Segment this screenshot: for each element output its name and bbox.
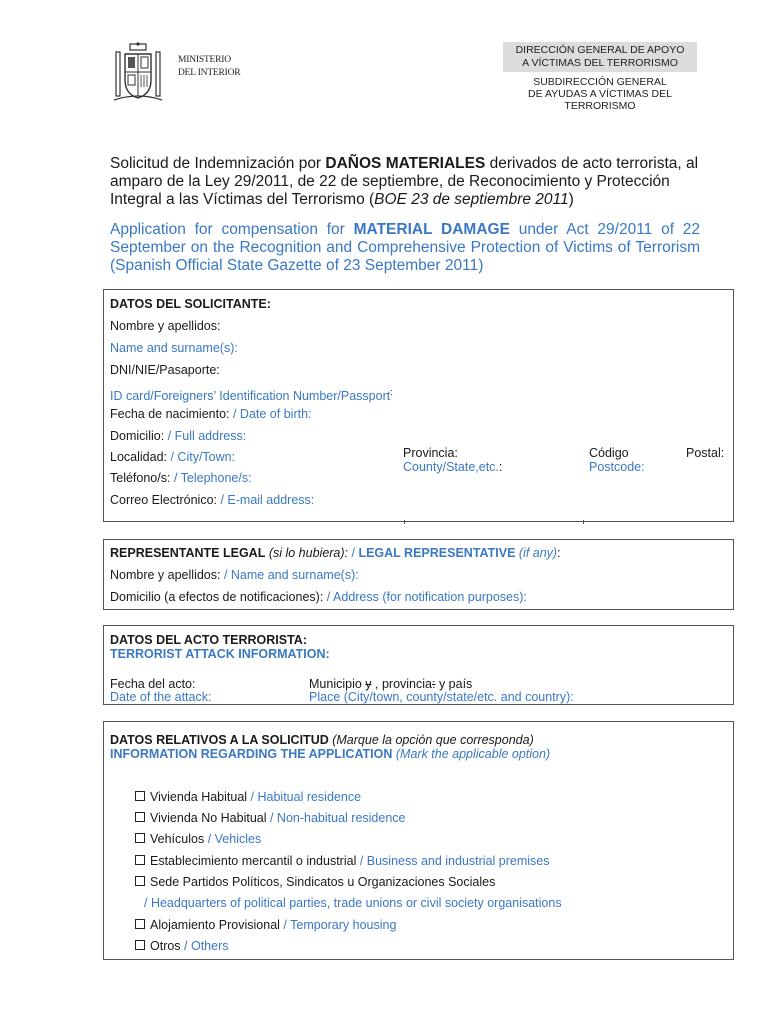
name-label: Nombre y apellidos: (110, 319, 221, 333)
option-temporary-housing[interactable]: Alojamiento Provisional / Temporary housing (135, 918, 396, 933)
option-political-headquarters-en: / Headquarters of political parties, trade unions or civil society organisations (144, 896, 562, 910)
option-vehicles[interactable]: Vehículos / Vehicles (135, 832, 261, 847)
attack-date-label-en: Date of the attack: (110, 690, 212, 704)
option-political-headquarters[interactable]: Sede Partidos Políticos, Sindicatos u Organizaciones Sociales (135, 875, 495, 890)
checkbox[interactable] (135, 919, 145, 929)
phone-label: Teléfono/s: / Telephone/s: (110, 471, 252, 485)
checkbox[interactable] (135, 812, 145, 822)
application-heading-en: INFORMATION REGARDING THE APPLICATION (Mark the applicable option) (110, 747, 551, 761)
attack-place-label: Municipio y , provincia: y país (309, 677, 473, 691)
title-spanish: Solicitud de Indemnización por DAÑOS MATERIALES derivados de acto terrorista, al amparo de la Ley 29/2011, de 22 de septiembre, de Reconocimiento y Protección Integral a las Víctimas del Terrorismo (BOE 23 de septiembre 2011) (110, 155, 699, 208)
representative-address-label: Domicilio (a efectos de notificaciones): / Address (for notification purposes): (110, 590, 527, 604)
province-label-en: County/State,etc.: (403, 460, 503, 474)
ministry-name: MINISTERIO DEL INTERIOR (178, 55, 241, 78)
subdirectorate-name: SUBDIRECCIÓN GENERAL DE AYUDAS A VÍCTIMAS DEL TERRORISMO (528, 76, 672, 112)
postcode-label-en: Postcode: (589, 460, 645, 474)
email-label: Correo Electrónico: / E-mail address: (110, 493, 315, 507)
province-label: Provincia: (403, 446, 458, 460)
title-english: Application for compensation for MATERIAL DAMAGE under Act 29/2011 of 22 September on the Recognition and Comprehensive Protection of Victims of Terrorism (Spanish Official State Gazette of 23 September 2011) (110, 221, 701, 274)
option-non-habitual-residence[interactable]: Vivienda No Habitual / Non-habitual residence (135, 811, 406, 826)
representative-heading: REPRESENTANTE LEGAL (si lo hubiera): / LEGAL REPRESENTATIVE (if any): (110, 546, 561, 560)
checkbox[interactable] (135, 833, 145, 843)
id-label-en: ID card/Foreigners’ Identification Number/Passport: (110, 387, 393, 404)
address-label: Domicilio: / Full address: (110, 429, 247, 443)
applicant-heading: DATOS DEL SOLICITANTE: (110, 297, 271, 311)
attack-place-label-en: Place (City/town, county/state/etc. and country): (309, 690, 574, 704)
postcode-label: Código (589, 446, 629, 460)
option-habitual-residence[interactable]: Vivienda Habitual / Habitual residence (135, 790, 361, 805)
directorate-box: DIRECCIÓN GENERAL DE APOYO A VÍCTIMAS DEL TERRORISMO (503, 42, 697, 72)
attack-heading: DATOS DEL ACTO TERRORISTA: (110, 633, 307, 647)
birth-date-label: Fecha de nacimiento: / Date of birth: (110, 407, 312, 421)
checkbox[interactable] (135, 876, 145, 886)
checkbox[interactable] (135, 940, 145, 950)
postcode-label-2: Postal: (686, 446, 725, 460)
city-label: Localidad: / City/Town: (110, 450, 236, 464)
name-label-en: Name and surname(s): (110, 341, 238, 355)
attack-heading-en: TERRORIST ATTACK INFORMATION: (110, 647, 330, 661)
coat-of-arms-logo (112, 42, 164, 104)
attack-date-label: Fecha del acto: (110, 677, 196, 691)
application-heading: DATOS RELATIVOS A LA SOLICITUD (Marque la opción que corresponda) (110, 733, 534, 747)
checkbox[interactable] (135, 855, 145, 865)
option-others[interactable]: Otros / Others (135, 939, 229, 954)
representative-name-label: Nombre y apellidos: / Name and surname(s): (110, 568, 359, 582)
option-business-premises[interactable]: Establecimiento mercantil o industrial / Business and industrial premises (135, 854, 550, 869)
id-label: DNI/NIE/Pasaporte: (110, 363, 220, 377)
checkbox[interactable] (135, 791, 145, 801)
